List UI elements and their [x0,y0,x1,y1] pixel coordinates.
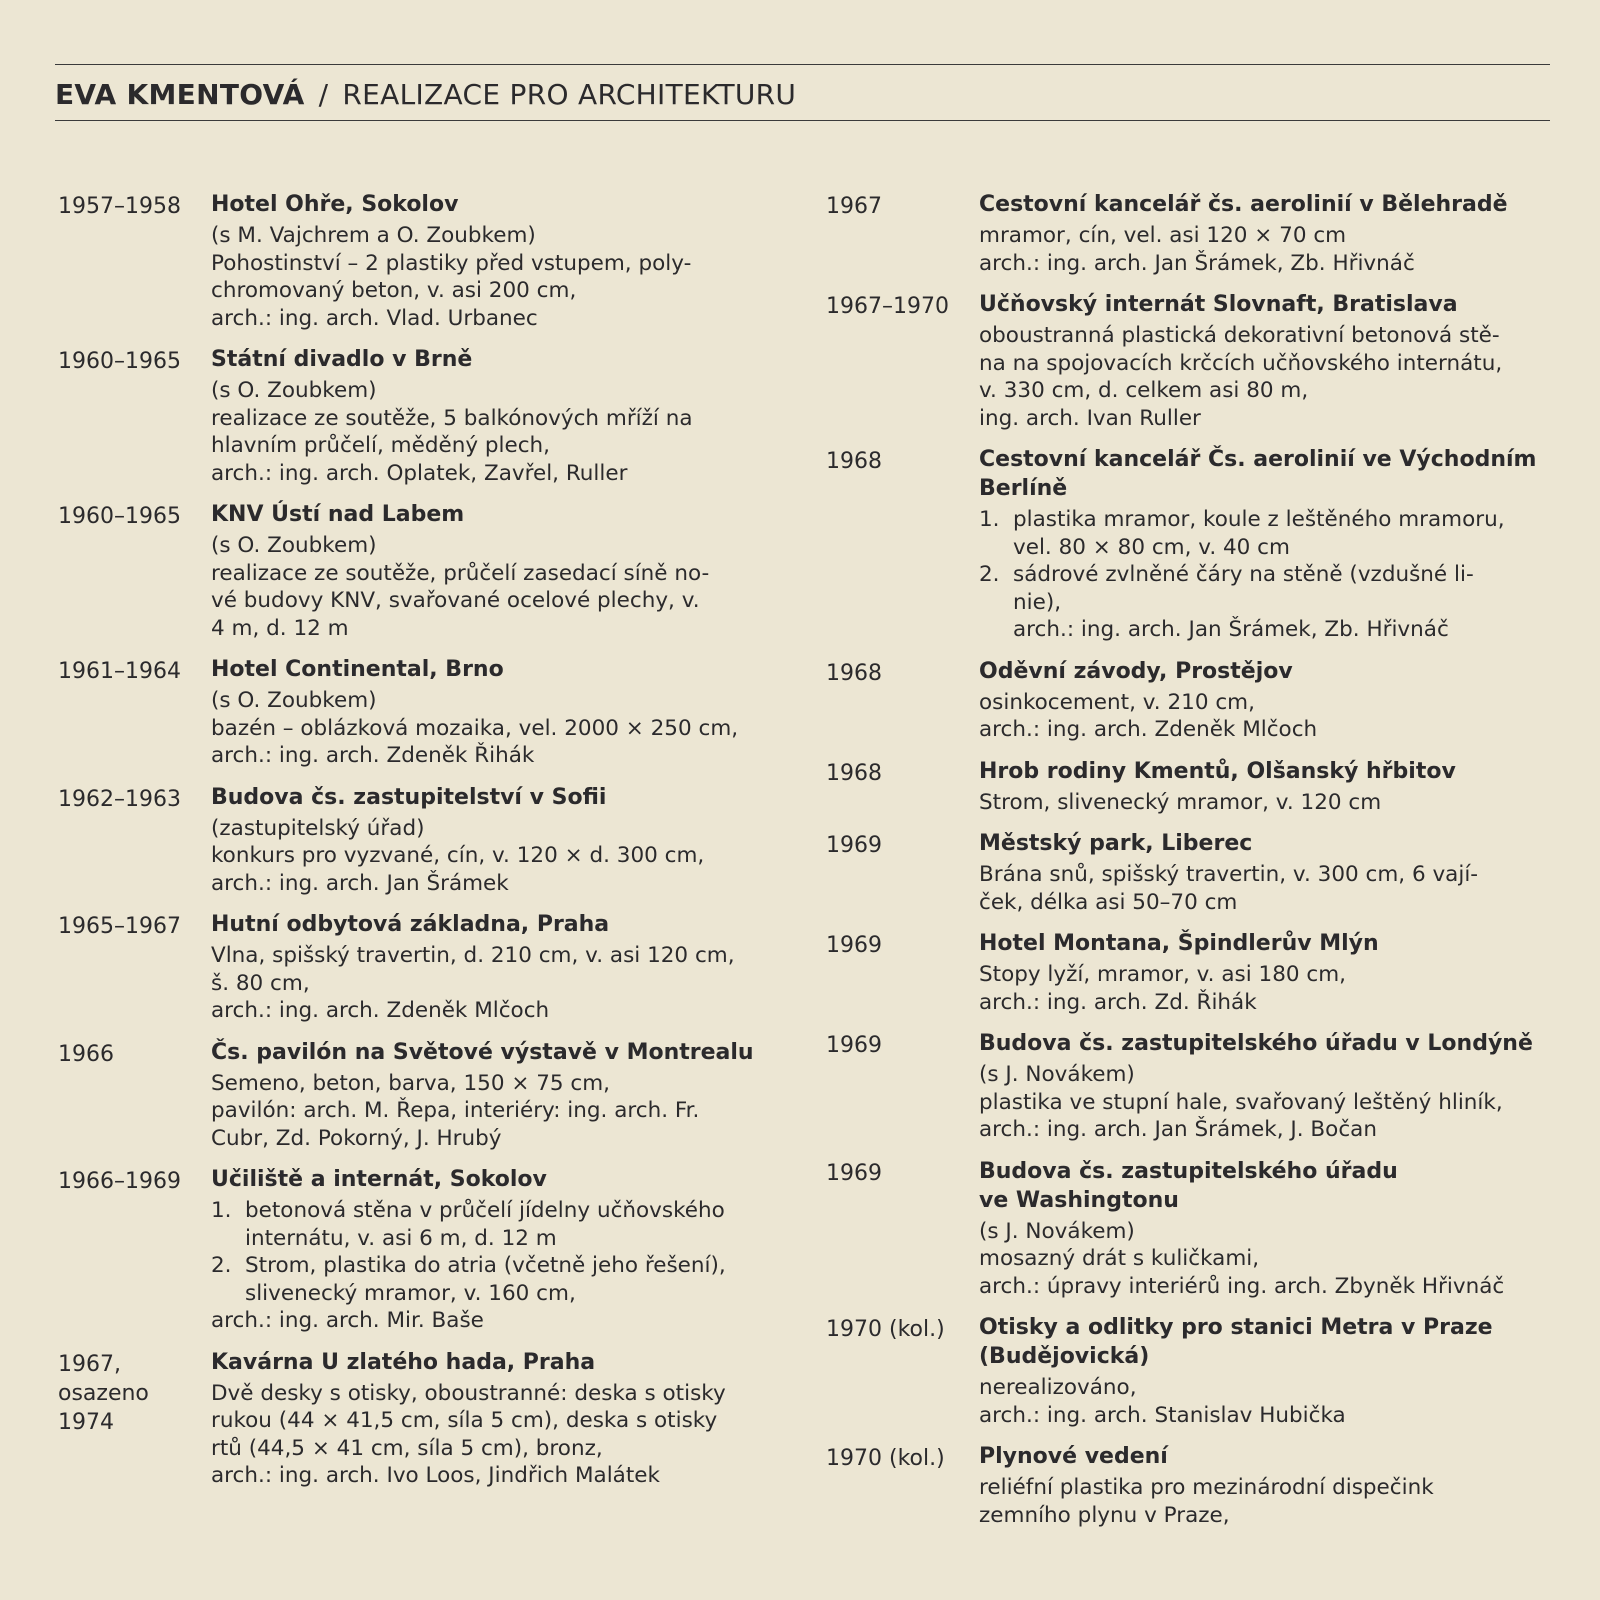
entry-line: arch.: ing. arch. Zdeněk Mlčoch [211,998,550,1023]
entry-line: konkurs pro vyzvané, cín, v. 120 × d. 300 cm, [211,843,705,868]
header-separator: / [318,78,329,111]
entry-line: Brána snů, spišský travertin, v. 300 cm, 6 vají- [979,862,1479,887]
entry-line: ing. arch. Ivan Ruller [979,405,1201,431]
numbered-item [979,561,1571,644]
entry-body [979,1157,1571,1301]
entry-body [211,190,803,332]
entry-title: Čs. pavilón na Světové výstavě v Montrealu [211,1039,754,1065]
entry [826,1157,1571,1301]
entry-line: chromovaný beton, v. asi 200 cm, [211,278,577,303]
entry [826,190,1571,277]
entry-line: arch.: ing. arch. Jan Šrámek [211,870,509,896]
entry-body [979,1442,1571,1529]
entry-year: 1967 [826,194,882,219]
entry-line: (zastupitelský úřad) [211,815,425,841]
entry [58,345,803,487]
entry-title: Státní divadlo v Brně [211,347,473,372]
entry-body [211,910,803,1025]
entry-line: realizace ze soutěže, 5 balkónových mříží na [211,405,693,431]
entry-year: 1970 (kol.) [826,1317,945,1342]
author-name: EVA KMENTOVÁ [55,78,305,111]
section-title: REALIZACE PRO ARCHITEKTURU [342,78,797,111]
top-rule [55,64,1550,65]
entry-line: ček, délka asi 50–70 cm [979,889,1238,915]
numbered-item [211,1197,803,1252]
entry-line: arch.: ing. arch. Vlad. Urbanec [211,305,538,331]
entry-line: (s J. Novákem) [979,1062,1135,1087]
entry-line: rtů (44,5 × 41 cm, síla 5 cm), bronz, [211,1435,603,1461]
entry-title: Budova čs. zastupitelství v Sofii [211,784,607,810]
entry-line: (s O. Zoubkem) [211,533,377,558]
entry-line: realizace ze soutěže, průčelí zasedací síně no- [211,560,710,586]
item-text [245,1252,803,1307]
entry-line: Stopy lyží, mramor, v. asi 180 cm, [979,962,1347,987]
entry-line: na na spojovacích krčcích učňovského internátu, [979,350,1503,376]
entry-body [211,783,803,898]
item-number: 1. [211,1198,232,1223]
entry [58,500,803,642]
entry [58,655,803,770]
entry-line: plastika mramor, koule z leštěného mramoru, [1013,507,1505,532]
entry-body [979,657,1571,744]
entry-body [211,655,803,770]
entry [58,1165,803,1335]
entry-year: 1968 [826,660,882,686]
entry-body [979,929,1571,1016]
entry-line: mosazný drát s kuličkami, [979,1246,1260,1271]
entry-body [979,1029,1571,1144]
entry-year: 1968 [826,449,882,474]
entry-line: v. 330 cm, d. celkem asi 80 m, [979,378,1309,403]
entry-line: (s M. Vajchrem a O. Zoubkem) [211,223,536,248]
entry [826,829,1571,916]
entry-line: arch.: ing. arch. Stanislav Hubička [979,1402,1346,1428]
entry [826,290,1571,432]
entry-year: 1969 [826,1160,882,1186]
entry-year: 1969 [826,833,882,858]
entry-body [211,500,803,642]
entry-year: 1966 [58,1041,114,1067]
entry-line: arch.: ing. arch. Zdeněk Řihák [211,743,535,768]
right-column [826,190,1571,1542]
item-text [245,1197,803,1252]
entry-line: zemního plynu v Praze, [979,1502,1230,1528]
entry-title: Kavárna U zlatého hada, Praha [211,1349,596,1375]
entry-line: vé budovy KNV, svařované ocelové plechy, v. [211,588,700,613]
entry-title: Oděvní závody, Prostějov [979,658,1293,684]
entry-line: plastika ve stupní hale, svařovaný leštěný hliník, [979,1089,1503,1115]
entry-line: arch.: ing. arch. Jan Šrámek, Zb. Hřivnáč [979,250,1415,276]
entry-line: betonová stěna v průčelí jídelny učňovského [245,1198,725,1223]
item-number: 2. [979,562,1000,587]
entry-line: Vlna, spišský travertin, d. 210 cm, v. asi 120 cm, [211,943,735,968]
entry-line: oboustranná plastická dekorativní betonová stě- [979,323,1500,348]
entry [58,190,803,332]
entry-year: 1961–1964 [58,659,181,684]
entry-title: Plynové vedení [979,1444,1168,1469]
left-column [58,190,803,1503]
entry-line: nie), [1013,589,1062,615]
entry [58,783,803,898]
entry-year: 1968 [826,760,882,786]
entry-body [979,190,1571,277]
entry-body [211,1038,803,1153]
entry [826,929,1571,1016]
entry-line: osinkocement, v. 210 cm, [979,689,1255,715]
entry-line: Semeno, beton, barva, 150 × 75 cm, [211,1070,610,1096]
entry [58,1348,803,1490]
entry [826,757,1571,817]
entry-line: internátu, v. asi 6 m, d. 12 m [245,1225,557,1251]
entry [826,1029,1571,1144]
entry-year: 1965–1967 [58,914,181,939]
entry-body [979,1313,1571,1429]
entry-line: hlavním průčelí, měděný plech, [211,433,551,458]
entry-year: 1960–1965 [58,349,181,374]
entry-line: sádrové zvlněné čáry na stěně (vzdušné li- [1013,562,1474,587]
entry-year: 1966–1969 [58,1169,181,1194]
entry-title: Hotel Ohře, Sokolov [211,192,459,217]
entry-title: Hotel Montana, Špindlerův Mlýn [979,931,1379,956]
entry-line: š. 80 cm, [211,970,310,996]
entry-title: Otisky a odlitky pro stanici Metra v Praze (Budějovická) [979,1315,1493,1369]
entry-body [979,445,1571,644]
entry-line: Pohostinství – 2 plastiky před vstupem, poly- [211,250,692,276]
entry-line: Strom, plastika do atria (včetně jeho řešení), [245,1253,726,1278]
entry-year: 1970 (kol.) [826,1446,945,1471]
entry-title: Učňovský internát Slovnaft, Bratislava [979,292,1458,317]
entry-title: Cestovní kancelář čs. aerolinií v Bělehradě [979,192,1508,217]
entry-year: 1969 [826,1033,882,1058]
entry-line: arch.: ing. arch. Mir. Baše [211,1308,484,1333]
entry-year: 1967, osazeno 1974 [58,1351,149,1435]
entry [826,1313,1571,1429]
entry-title: Hrob rodiny Kmentů, Olšanský hřbitov [979,758,1456,784]
entry-line: arch.: ing. arch. Oplatek, Zavřel, Ruller [211,460,628,486]
entry-body [979,290,1571,432]
entry-line: Dvě desky s otisky, oboustranné: deska s otisky [211,1380,726,1406]
entry-line: Cubr, Zd. Pokorný, J. Hrubý [211,1125,502,1151]
item-text [1013,506,1571,561]
numbered-item [979,506,1571,561]
entry-title: KNV Ústí nad Labem [211,502,465,527]
entry-year: 1969 [826,933,882,958]
entry-line: arch.: ing. arch. Zd. Řihák [979,989,1257,1015]
entry [826,1442,1571,1529]
entry-line: bazén – oblázková mozaika, vel. 2000 × 250 cm, [211,715,739,741]
entry-body [211,1348,803,1490]
entry-title: Cestovní kancelář Čs. aerolinií ve Východním Berlíně [979,447,1537,501]
entry-body [979,829,1571,916]
entry-line: Strom, slivenecký mramor, v. 120 cm [979,789,1382,815]
entry-line: pavilón: arch. M. Řepa, interiéry: ing. arch. Fr. [211,1098,700,1123]
entry-line: nerealizováno, [979,1375,1137,1400]
entry-year: 1960–1965 [58,504,181,529]
entry-line: (s O. Zoubkem) [211,378,377,403]
entry-year: 1962–1963 [58,786,181,812]
entry-title: Hotel Continental, Brno [211,657,504,682]
entry-line: (s J. Novákem) [979,1218,1135,1244]
entry-line: arch.: úpravy interiérů ing. arch. Zbyněk Hřivnáč [979,1273,1505,1299]
item-text [1013,561,1571,644]
entry-line: vel. 80 × 80 cm, v. 40 cm [1013,534,1290,560]
entry-title: Budova čs. zastupitelského úřadu ve Washingtonu [979,1158,1398,1213]
numbered-item [211,1252,803,1307]
entry-line: arch.: ing. arch. Jan Šrámek, Zb. Hřivnáč [1013,617,1449,642]
entry-title: Městský park, Liberec [979,831,1253,856]
item-number: 1. [979,507,1000,532]
entry-title: Hutní odbytová základna, Praha [211,912,610,937]
entry-line: arch.: ing. arch. Zdeněk Mlčoch [979,717,1318,742]
entry-year: 1967–1970 [826,294,949,319]
entry-line: (s O. Zoubkem) [211,688,377,713]
entry-line: mramor, cín, vel. asi 120 × 70 cm [979,223,1347,248]
entry-title: Budova čs. zastupitelského úřadu v Londýně [979,1031,1533,1056]
entry-line: slivenecký mramor, v. 160 cm, [245,1280,576,1306]
entry [58,910,803,1025]
entry [826,445,1571,644]
entry-body [211,345,803,487]
entry [826,657,1571,744]
entry-title: Učiliště a internát, Sokolov [211,1167,547,1192]
entry-body [211,1165,803,1335]
entry-line: 4 m, d. 12 m [211,615,349,641]
entry-line: arch.: ing. arch. Jan Šrámek, J. Bočan [979,1117,1377,1142]
entry-line: reliéfní plastika pro mezinárodní dispečink [979,1475,1434,1500]
entry-line: rukou (44 × 41,5 cm, síla 5 cm), deska s otisky [211,1408,718,1433]
entry-body [979,757,1571,817]
entry [58,1038,803,1153]
header-rule [55,120,1550,121]
page-header [55,78,796,111]
entry-year: 1957–1958 [58,194,181,219]
item-number: 2. [211,1253,232,1278]
entry-line: arch.: ing. arch. Ivo Loos, Jindřich Malátek [211,1463,660,1488]
